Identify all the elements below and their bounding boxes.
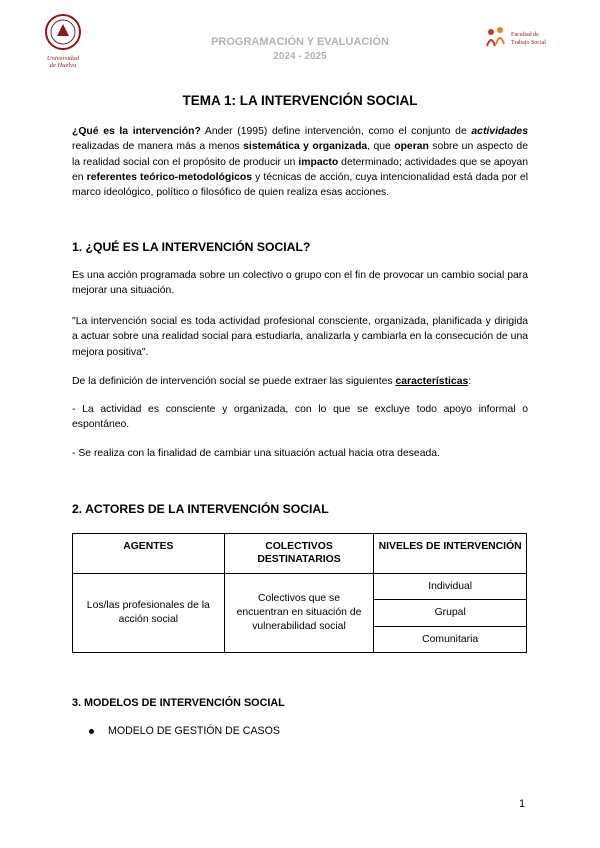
svg-text:Trabajo Social: Trabajo Social <box>511 40 546 46</box>
table-header-cell: AGENTES <box>73 534 225 574</box>
section-3-heading: 3. MODELOS DE INTERVENCIÓN SOCIAL <box>72 697 285 709</box>
header-course-year: 2024 - 2025 <box>273 51 327 62</box>
document-title: TEMA 1: LA INTERVENCIÓN SOCIAL <box>182 93 418 108</box>
characteristic-2: - Se realiza con la finalidad de cambiar una situación actual hacia otra deseada. <box>72 448 440 459</box>
table-header-cell: COLECTIVOS DESTINATARIOS <box>224 534 374 574</box>
bullet-dot-icon <box>89 729 94 734</box>
faculty-people-icon <box>485 24 575 52</box>
nivel-cell: Comunitaria <box>374 626 527 652</box>
section-1-paragraph-3: De la definición de intervención social se puede extraer las siguientes características: <box>72 376 472 387</box>
colectivos-cell: Colectivos que se encuentran en situación de vulnerabilidad social <box>224 574 374 653</box>
svg-text:de Huelva: de Huelva <box>49 62 77 69</box>
actors-table <box>72 533 527 653</box>
university-logo-text: Universidad <box>46 55 80 62</box>
page-header <box>0 0 600 80</box>
list-item-label: MODELO DE GESTIÓN DE CASOS <box>108 725 280 737</box>
section-1-quote: "La intervención social es toda actividad profesional consciente, organizada, planificada y dirigida a actuar sobre una realidad social para estudiarla, analizarla y cambiarla en la consecución de una mejora positiva". <box>72 316 528 358</box>
section-2-heading: 2. ACTORES DE LA INTERVENCIÓN SOCIAL <box>72 502 329 516</box>
table-row <box>73 574 527 600</box>
table-header-row <box>73 534 527 574</box>
page-number: 1 <box>519 798 525 810</box>
faculty-logo <box>485 24 575 52</box>
svg-text:Facultad de: Facultad de <box>511 32 539 38</box>
table-header-cell: NIVELES DE INTERVENCIÓN <box>374 534 527 574</box>
section-1-paragraph-1: Es una acción programada sobre un colectivo o grupo con el fin de provocar un cambio social para mejorar una situación. <box>72 270 528 297</box>
nivel-cell: Individual <box>374 574 527 600</box>
intro-paragraph: ¿Qué es la intervención? Ander (1995) define intervención, como el conjunto de actividades realizadas de manera más a menos sistemática y organizada, que operan sobre un aspecto de la realidad social con el propósito de producir un impacto determinado; actividades que se apoyan en referentes teórico-metodológicos y técnicas de acción, cuya intencionalidad está dada por el marco ideológico, político o filosófico de quien realiza esas acciones. <box>72 126 529 199</box>
agentes-cell: Los/las profesionales de la acción social <box>73 574 225 653</box>
list-item <box>89 725 280 737</box>
section-1-heading: 1. ¿QUÉ ES LA INTERVENCIÓN SOCIAL? <box>72 240 311 254</box>
nivel-cell: Grupal <box>374 600 527 626</box>
characteristic-1: - La actividad es consciente y organizada, con lo que se excluye todo apoyo informal o espontáneo. <box>72 404 528 431</box>
header-course-title: PROGRAMACIÓN Y EVALUACIÓN <box>211 36 389 48</box>
